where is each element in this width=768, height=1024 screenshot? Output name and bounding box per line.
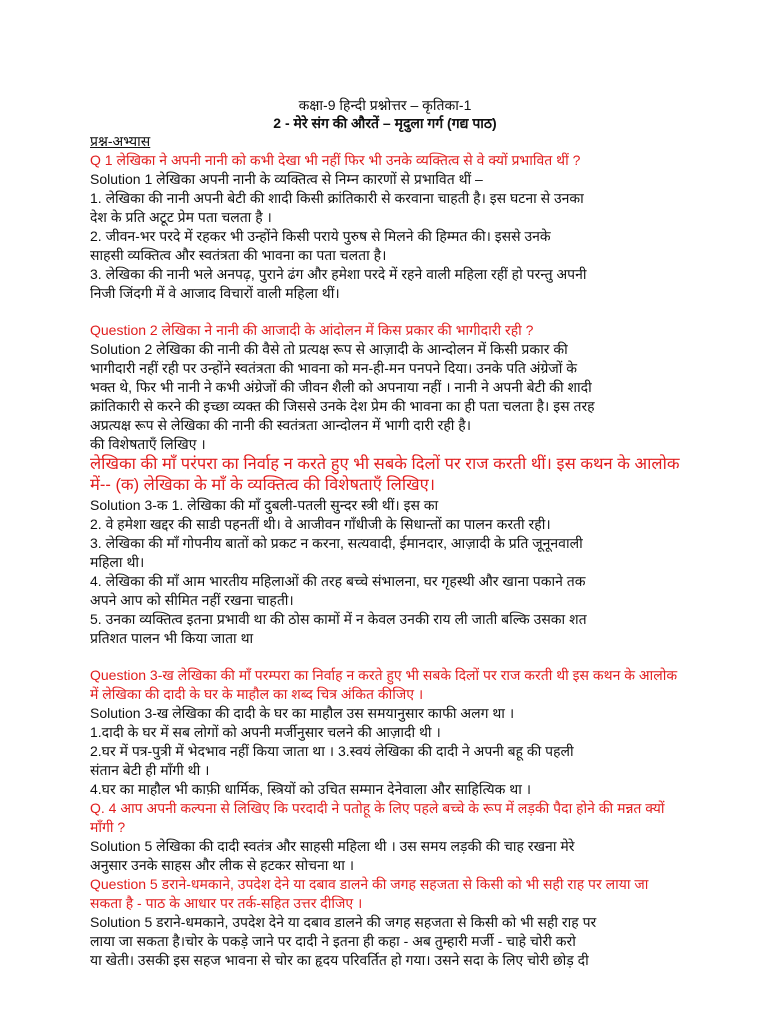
answer-4-line: अनुसार उनके साहस और लीक से हटकर सोचना था । <box>90 857 355 873</box>
chapter-title: 2 - मेरे संग की औरतें – मृदुला गर्ग (गद्य पाठ) <box>273 115 497 131</box>
question-5: Question 5 डराने-धमकाने, उपदेश देने या दबाव डालने की जगह सहजता से किसी को भी सही राह पर लाया जा सकता है - पाठ के आधार पर तर्क-सहित उत्तर दीजिए । <box>90 876 649 911</box>
answer-3a-line: 2. वे हमेशा खद्दर की साडी पहनतीं थी। वे आजीवन गाँधीजी के सिधान्तों का पालन करती रही। <box>90 516 551 532</box>
section-heading: प्रश्न-अभ्यास <box>90 133 151 149</box>
answer-3b-line: 4.घर का माहौल भी काफ़ी धार्मिक, स्त्रियों को उचित सम्मान देनेवाला और साहित्यिक था । <box>90 781 532 797</box>
answer-5-line: या खेती। उसकी इस सहज भावना से चोर का हृदय परिवर्तित हो गया। उसने सदा के लिए चोरी छोड़ दी <box>90 952 589 968</box>
answer-5-line: लाया जा सकता है।चोर के पकड़े जाने पर दादी ने इतना ही कहा - अब तुम्हारी मर्जी - चाहे चोरी करो <box>90 933 576 949</box>
document-title: कक्षा-9 हिन्दी प्रश्नोत्तर – कृतिका-1 <box>298 97 472 113</box>
answer-3b-line: 2.घर में पत्र-पुत्री में भेदभाव नहीं किया जाता था । 3.स्वयं लेखिका की दादी ने अपनी बहू की पहली <box>90 743 574 759</box>
question-4: Q. 4 आप अपनी कल्पना से लिखिए कि परदादी ने पतोहू के लिए पहले बच्चे के रूप में लड़की पैदा होने की मन्नत क्यों माँगी ? <box>90 800 665 835</box>
answer-1-line: 3. लेखिका की नानी भले अनपढ़, पुराने ढंग और हमेशा परदे में रहने वाली महिला रहीं हो परन्तु अपनी <box>90 266 587 282</box>
answer-1-line: 1. लेखिका की नानी अपनी बेटी की शादी किसी क्रांतिकारी से करवाना चाहती है। इस घटना से उनका <box>90 190 584 206</box>
answer-1-line: Solution 1 लेखिका अपनी नानी के व्यक्तित्व से निम्न कारणों से प्रभावित थीं – <box>90 171 483 187</box>
answer-3a-line: 4. लेखिका की माँ आम भारतीय महिलाओं की तरह बच्चे संभालना, घर गृहस्थी और खाना पकाने तक <box>90 573 586 589</box>
answer-3a-line: Solution 3-क 1. लेखिका की माँ दुबली-पतली सुन्दर स्त्री थीं। इस का <box>90 497 439 513</box>
answer-3b-line: संतान बेटी ही माँगी थी । <box>90 762 210 778</box>
answer-2-line: भागीदारी नहीं रही पर उन्होंने स्वतंत्रता की भावना को मन-ही-मन पनपने दिया। उनके पति अंग्रेजों के <box>90 360 577 376</box>
answer-3b-line: Solution 3-ख लेखिका की दादी के घर का माहौल उस समयानुसार काफी अलग था । <box>90 705 515 721</box>
answer-2-line: Solution 2 लेखिका की नानी की वैसे तो प्रत्यक्ष रूप से आज़ादी के आन्दोलन में किसी प्रकार की <box>90 341 568 357</box>
answer-1-line: साहसी व्यक्तित्व और स्वतंत्रता की भावना का पता चलता है। <box>90 247 387 263</box>
answer-2-line: क्रांतिकारी से करने की इच्छा व्यक्त की जिससे उनके देश प्रेम की भावना का ही पता चलता है। इस तरह <box>90 398 595 414</box>
question-3b: Question 3-ख लेखिका की माँ परम्परा का निर्वाह न करते हुए भी सबके दिलों पर राज करती थी इस कथन के आलोक में लेखिका की दादी के घर के माहौल का शब्द चित्र अंकित कीजिए । <box>90 667 678 702</box>
answer-1-line: 2. जीवन-भर परदे में रहकर भी उन्होंने किसी पराये पुरुष से मिलने की हिम्मत की। इससे उनके <box>90 228 551 244</box>
answer-2-line: भक्त थे, फिर भी नानी ने कभी अंग्रेजों की जीवन शैली को अपनाया नहीं । नानी ने अपनी बेटी की शादी <box>90 379 592 395</box>
answer-1-line: निजी जिंदगी में वे आजाद विचारों वाली महिला थीं। <box>90 285 340 301</box>
answer-3a-line: अपने आप को सीमित नहीं रखना चाहती। <box>90 592 294 608</box>
answer-2-line: अप्रत्यक्ष रूप से लेखिका की नानी की स्वतंत्रता आन्दोलन में भागी दारी रही है। <box>90 417 472 433</box>
answer-1-line: देश के प्रति अटूट प्रेम पता चलता है । <box>90 209 272 225</box>
question-2: Question 2 लेखिका ने नानी की आजादी के आंदोलन में किस प्रकार की भागीदारी रही ? <box>90 322 534 338</box>
answer-2-line: की विशेषताएँ लिखिए । <box>90 436 206 452</box>
answer-4-line: Solution 5 लेखिका की दादी स्वतंत्र और साहसी महिला थी । उस समय लड़की की चाह रखना मेरे <box>90 838 575 854</box>
answer-3a-line: 3. लेखिका की माँ गोपनीय बातों को प्रकट न करना, सत्यवादी, ईमानदार, आज़ादी के प्रति जूनूनवाली <box>90 535 583 551</box>
answer-5-line: Solution 5 डराने-धमकाने, उपदेश देने या दबाव डालने की जगह सहजता से किसी को भी सही राह पर <box>90 914 597 930</box>
answer-3a-line: महिला थी। <box>90 554 145 570</box>
answer-3a-line: 5. उनका व्यक्तित्व इतना प्रभावी था की ठोस कामों में न केवल उनकी राय ली जाती बल्कि उसका शत <box>90 611 587 627</box>
question-3a: लेखिका की माँ परंपरा का निर्वाह न करते हुए भी सबके दिलों पर राज करती थीं। इस कथन के आलोक में-- (क) लेखिका के माँ के व्यक्तित्व की विशेषताएँ लिखिए। <box>90 455 680 494</box>
answer-3b-line: 1.दादी के घर में सब लोगों को अपनी मर्जीनुसार चलने की आज़ादी थी । <box>90 724 441 740</box>
answer-3a-line: प्रतिशत पालन भी किया जाता था <box>90 630 254 646</box>
question-1: Q 1 लेखिका ने अपनी नानी को कभी देखा भी नहीं फिर भी उनके व्यक्तित्व से वे क्यों प्रभावित थीं ? <box>90 152 581 168</box>
